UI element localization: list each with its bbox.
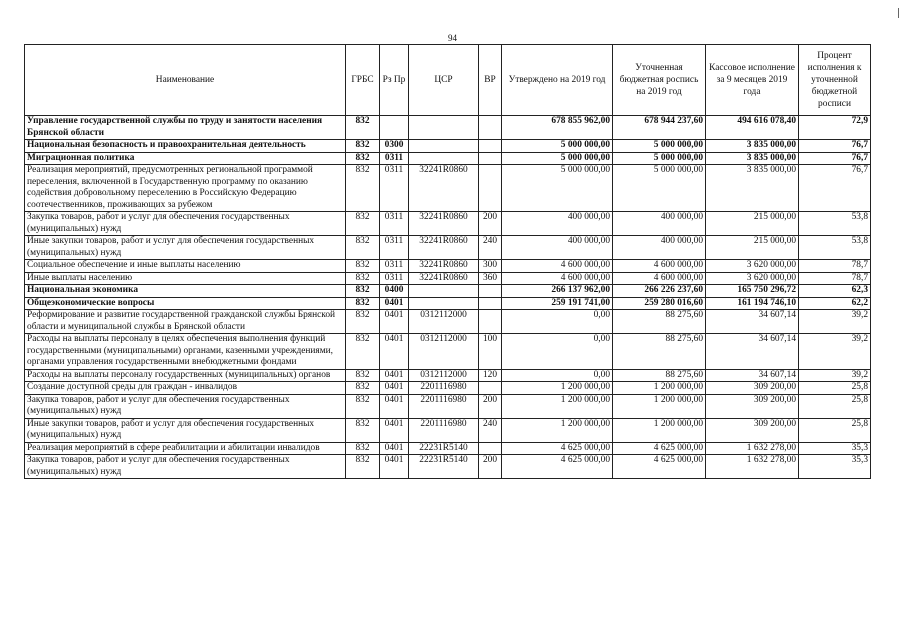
cell-percent: 53,8 <box>799 236 871 260</box>
cell-rzpr: 0401 <box>380 297 409 310</box>
cell-rzpr: 0311 <box>380 152 409 165</box>
header-refined: Уточненная бюджетная роспись на 2019 год <box>613 45 706 116</box>
cell-csr <box>409 285 479 298</box>
table-row <box>25 116 871 140</box>
cell-name: Расходы на выплаты персоналу государственных (муниципальных) органов <box>25 369 346 382</box>
cell-cash: 34 607,14 <box>706 310 799 334</box>
header-vr: ВР <box>479 45 502 116</box>
cell-refined: 4 600 000,00 <box>613 260 706 273</box>
cell-csr: 0312112000 <box>409 334 479 370</box>
cell-grbs: 832 <box>346 285 380 298</box>
table-row <box>25 212 871 236</box>
cell-cash: 3 620 000,00 <box>706 272 799 285</box>
cell-csr: 0312112000 <box>409 310 479 334</box>
table-row <box>25 310 871 334</box>
cell-csr: 32241R0860 <box>409 165 479 212</box>
cell-refined: 4 600 000,00 <box>613 272 706 285</box>
header-rzpr: Рз Пр <box>380 45 409 116</box>
cell-rzpr: 0311 <box>380 212 409 236</box>
cell-vr <box>479 382 502 395</box>
header-percent: Процент исполнения к уточненной бюджетной росписи <box>799 45 871 116</box>
table-row <box>25 165 871 212</box>
cell-name: Расходы на выплаты персоналу в целях обеспечения выполнения функций государственными (муниципальными) органами, казенными учреждениями, органами управления государственными внебюджетными фондами <box>25 334 346 370</box>
cell-grbs: 832 <box>346 260 380 273</box>
cell-cash: 309 200,00 <box>706 382 799 395</box>
cell-vr <box>479 165 502 212</box>
cell-percent: 78,7 <box>799 260 871 273</box>
cell-cash: 309 200,00 <box>706 394 799 418</box>
cell-percent: 39,2 <box>799 334 871 370</box>
cell-csr: 32241R0860 <box>409 212 479 236</box>
cell-name: Социальное обеспечение и иные выплаты населению <box>25 260 346 273</box>
cell-refined: 1 200 000,00 <box>613 382 706 395</box>
page-number: 94 <box>448 33 457 43</box>
cell-csr: 22231R5140 <box>409 455 479 479</box>
cell-grbs: 832 <box>346 140 380 153</box>
cell-vr: 360 <box>479 272 502 285</box>
cell-rzpr: 0401 <box>380 455 409 479</box>
cell-approved: 400 000,00 <box>502 212 613 236</box>
cell-approved: 1 200 000,00 <box>502 394 613 418</box>
cell-refined: 259 280 016,60 <box>613 297 706 310</box>
cell-cash: 215 000,00 <box>706 212 799 236</box>
cell-percent: 25,8 <box>799 418 871 442</box>
cell-percent: 78,7 <box>799 272 871 285</box>
cell-refined: 4 625 000,00 <box>613 455 706 479</box>
cell-refined: 88 275,60 <box>613 369 706 382</box>
table-row <box>25 152 871 165</box>
cell-name: Национальная экономика <box>25 285 346 298</box>
cell-name: Миграционная политика <box>25 152 346 165</box>
header-approved: Утверждено на 2019 год <box>502 45 613 116</box>
cell-percent: 25,8 <box>799 394 871 418</box>
cell-approved: 678 855 962,00 <box>502 116 613 140</box>
cell-name: Иные закупки товаров, работ и услуг для обеспечения государственных (муниципальных) нужд <box>25 236 346 260</box>
edge-mark <box>898 8 899 18</box>
cell-approved: 266 137 962,00 <box>502 285 613 298</box>
cell-approved: 5 000 000,00 <box>502 165 613 212</box>
cell-vr <box>479 152 502 165</box>
cell-csr <box>409 297 479 310</box>
cell-refined: 1 200 000,00 <box>613 394 706 418</box>
cell-cash: 1 632 278,00 <box>706 455 799 479</box>
cell-rzpr: 0300 <box>380 140 409 153</box>
cell-grbs: 832 <box>346 310 380 334</box>
cell-refined: 5 000 000,00 <box>613 140 706 153</box>
cell-rzpr: 0311 <box>380 272 409 285</box>
cell-grbs: 832 <box>346 382 380 395</box>
cell-percent: 39,2 <box>799 369 871 382</box>
cell-refined: 678 944 237,60 <box>613 116 706 140</box>
table-row <box>25 382 871 395</box>
cell-rzpr: 0401 <box>380 418 409 442</box>
cell-grbs: 832 <box>346 394 380 418</box>
cell-refined: 5 000 000,00 <box>613 165 706 212</box>
cell-csr <box>409 152 479 165</box>
cell-rzpr: 0311 <box>380 236 409 260</box>
table-row <box>25 334 871 370</box>
cell-percent: 39,2 <box>799 310 871 334</box>
cell-approved: 259 191 741,00 <box>502 297 613 310</box>
cell-vr <box>479 310 502 334</box>
cell-rzpr: 0400 <box>380 285 409 298</box>
cell-approved: 1 200 000,00 <box>502 382 613 395</box>
cell-refined: 88 275,60 <box>613 334 706 370</box>
header-cash: Кассовое исполнение за 9 месяцев 2019 года <box>706 45 799 116</box>
cell-refined: 400 000,00 <box>613 236 706 260</box>
cell-approved: 5 000 000,00 <box>502 140 613 153</box>
cell-approved: 0,00 <box>502 369 613 382</box>
cell-grbs: 832 <box>346 334 380 370</box>
table-row <box>25 418 871 442</box>
cell-grbs: 832 <box>346 455 380 479</box>
cell-approved: 5 000 000,00 <box>502 152 613 165</box>
cell-percent: 76,7 <box>799 140 871 153</box>
table-row <box>25 140 871 153</box>
cell-cash: 1 632 278,00 <box>706 442 799 455</box>
cell-grbs: 832 <box>346 212 380 236</box>
cell-vr: 200 <box>479 394 502 418</box>
header-grbs: ГРБС <box>346 45 380 116</box>
budget-table <box>24 44 871 479</box>
cell-vr: 100 <box>479 334 502 370</box>
cell-grbs: 832 <box>346 272 380 285</box>
cell-vr <box>479 442 502 455</box>
cell-name: Закупка товаров, работ и услуг для обеспечения государственных (муниципальных) нужд <box>25 394 346 418</box>
cell-name: Реализация мероприятий в сфере реабилитации и абилитации инвалидов <box>25 442 346 455</box>
table-row <box>25 369 871 382</box>
table-row <box>25 285 871 298</box>
cell-percent: 53,8 <box>799 212 871 236</box>
cell-grbs: 832 <box>346 442 380 455</box>
cell-percent: 35,3 <box>799 442 871 455</box>
cell-percent: 76,7 <box>799 152 871 165</box>
cell-grbs: 832 <box>346 152 380 165</box>
cell-rzpr: 0401 <box>380 394 409 418</box>
cell-grbs: 832 <box>346 236 380 260</box>
cell-name: Национальная безопасность и правоохранительная деятельность <box>25 140 346 153</box>
cell-cash: 165 750 296,72 <box>706 285 799 298</box>
cell-csr: 22231R5140 <box>409 442 479 455</box>
cell-csr <box>409 116 479 140</box>
cell-grbs: 832 <box>346 116 380 140</box>
cell-csr: 2201116980 <box>409 394 479 418</box>
cell-cash: 215 000,00 <box>706 236 799 260</box>
cell-name: Закупка товаров, работ и услуг для обеспечения государственных (муниципальных) нужд <box>25 455 346 479</box>
cell-vr: 200 <box>479 455 502 479</box>
cell-csr <box>409 140 479 153</box>
cell-csr: 32241R0860 <box>409 260 479 273</box>
table-row <box>25 442 871 455</box>
cell-csr: 2201116980 <box>409 418 479 442</box>
cell-approved: 4 625 000,00 <box>502 455 613 479</box>
table-row <box>25 394 871 418</box>
cell-csr: 32241R0860 <box>409 236 479 260</box>
cell-name: Реформирование и развитие государственной гражданской службы Брянской области и муниципальной службы в Брянской области <box>25 310 346 334</box>
cell-name: Управление государственной службы по труду и занятости населения Брянской области <box>25 116 346 140</box>
cell-name: Закупка товаров, работ и услуг для обеспечения государственных (муниципальных) нужд <box>25 212 346 236</box>
cell-refined: 400 000,00 <box>613 212 706 236</box>
cell-approved: 0,00 <box>502 310 613 334</box>
cell-rzpr <box>380 116 409 140</box>
table-row <box>25 236 871 260</box>
cell-grbs: 832 <box>346 165 380 212</box>
cell-cash: 161 194 746,10 <box>706 297 799 310</box>
cell-csr: 2201116980 <box>409 382 479 395</box>
cell-name: Иные выплаты населению <box>25 272 346 285</box>
cell-rzpr: 0401 <box>380 382 409 395</box>
cell-vr <box>479 140 502 153</box>
table-row <box>25 455 871 479</box>
cell-cash: 3 835 000,00 <box>706 140 799 153</box>
cell-vr <box>479 297 502 310</box>
cell-cash: 34 607,14 <box>706 369 799 382</box>
cell-rzpr: 0311 <box>380 260 409 273</box>
cell-name: Создание доступной среды для граждан - инвалидов <box>25 382 346 395</box>
table-header-row <box>25 45 871 116</box>
cell-csr: 0312112000 <box>409 369 479 382</box>
cell-vr: 300 <box>479 260 502 273</box>
cell-rzpr: 0401 <box>380 334 409 370</box>
cell-percent: 25,8 <box>799 382 871 395</box>
cell-vr: 240 <box>479 236 502 260</box>
cell-vr: 240 <box>479 418 502 442</box>
cell-vr: 120 <box>479 369 502 382</box>
header-csr: ЦСР <box>409 45 479 116</box>
cell-approved: 4 600 000,00 <box>502 272 613 285</box>
cell-percent: 76,7 <box>799 165 871 212</box>
cell-vr <box>479 285 502 298</box>
cell-refined: 4 625 000,00 <box>613 442 706 455</box>
cell-refined: 5 000 000,00 <box>613 152 706 165</box>
cell-refined: 266 226 237,60 <box>613 285 706 298</box>
cell-cash: 34 607,14 <box>706 334 799 370</box>
table-row <box>25 272 871 285</box>
cell-rzpr: 0401 <box>380 310 409 334</box>
cell-rzpr: 0311 <box>380 165 409 212</box>
cell-name: Общеэкономические вопросы <box>25 297 346 310</box>
cell-cash: 3 835 000,00 <box>706 165 799 212</box>
cell-refined: 88 275,60 <box>613 310 706 334</box>
cell-grbs: 832 <box>346 369 380 382</box>
cell-refined: 1 200 000,00 <box>613 418 706 442</box>
cell-grbs: 832 <box>346 418 380 442</box>
table-row <box>25 260 871 273</box>
table-body <box>25 116 871 479</box>
cell-approved: 0,00 <box>502 334 613 370</box>
cell-name: Иные закупки товаров, работ и услуг для обеспечения государственных (муниципальных) нужд <box>25 418 346 442</box>
cell-csr: 32241R0860 <box>409 272 479 285</box>
cell-percent: 35,3 <box>799 455 871 479</box>
header-name: Наименование <box>25 45 346 116</box>
cell-cash: 494 616 078,40 <box>706 116 799 140</box>
cell-cash: 309 200,00 <box>706 418 799 442</box>
cell-rzpr: 0401 <box>380 369 409 382</box>
cell-percent: 62,3 <box>799 285 871 298</box>
cell-vr <box>479 116 502 140</box>
cell-approved: 4 600 000,00 <box>502 260 613 273</box>
cell-cash: 3 620 000,00 <box>706 260 799 273</box>
cell-approved: 1 200 000,00 <box>502 418 613 442</box>
cell-percent: 62,2 <box>799 297 871 310</box>
cell-name: Реализация мероприятий, предусмотренных региональной программой переселения, включенной в Государственную программу по оказанию содействия добровольному переселению в Российскую Федерацию соотечественников, проживающих за рубежом <box>25 165 346 212</box>
cell-cash: 3 835 000,00 <box>706 152 799 165</box>
table-row <box>25 297 871 310</box>
cell-vr: 200 <box>479 212 502 236</box>
cell-approved: 400 000,00 <box>502 236 613 260</box>
cell-approved: 4 625 000,00 <box>502 442 613 455</box>
cell-percent: 72,9 <box>799 116 871 140</box>
cell-grbs: 832 <box>346 297 380 310</box>
cell-rzpr: 0401 <box>380 442 409 455</box>
